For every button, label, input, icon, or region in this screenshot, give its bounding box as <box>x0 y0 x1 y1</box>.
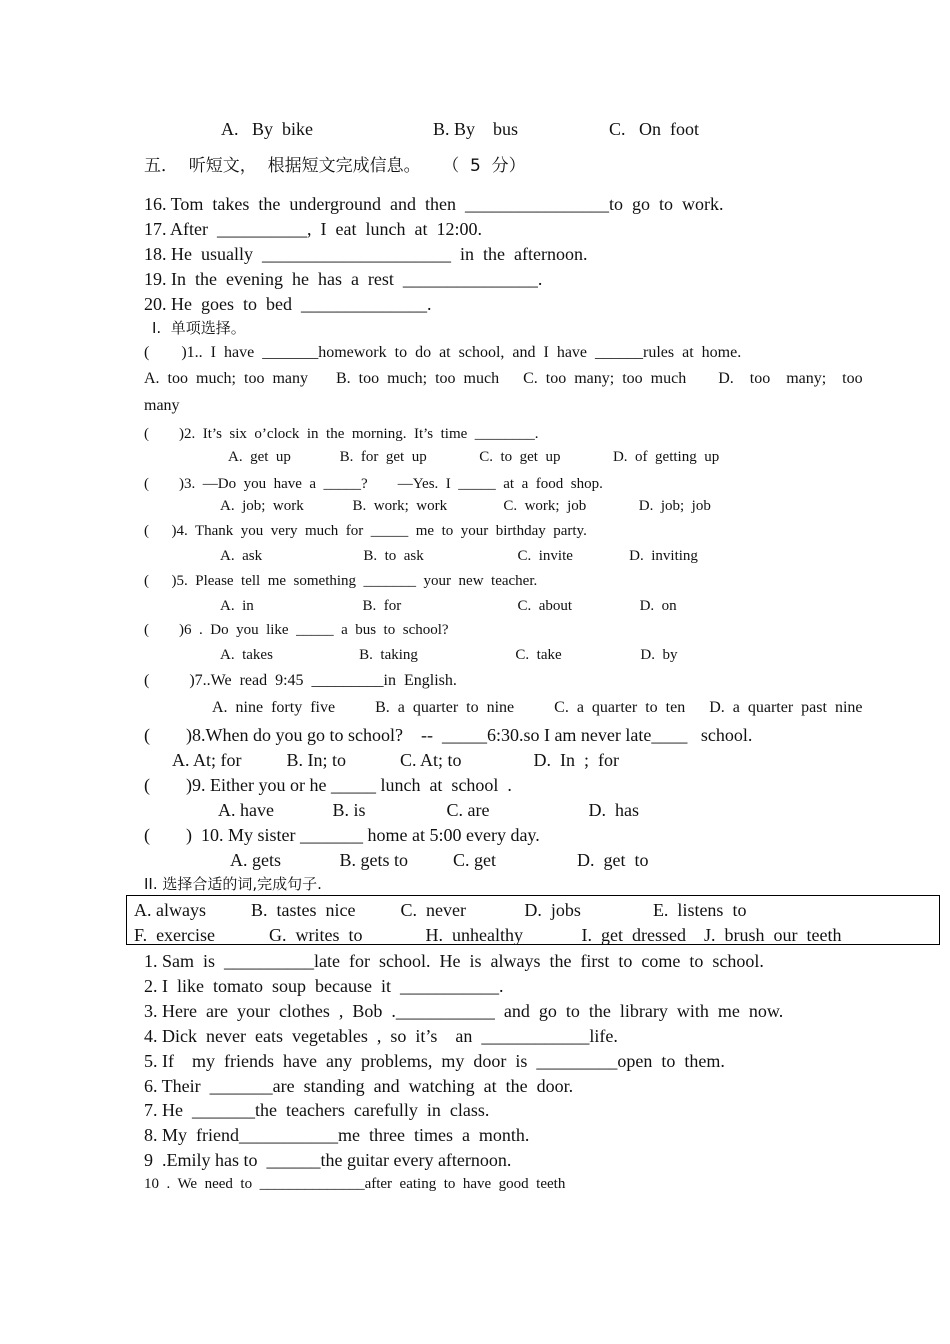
question-10-options: A. gets B. gets to C. get D. get to <box>230 850 649 870</box>
part2-title: II. 选择合适的词,完成句子. <box>144 875 322 893</box>
question-9: ( )9. Either you or he _____ lunch at school . <box>144 775 512 795</box>
question-8-options: A. At; for B. In; to C. At; to D. In ; for <box>172 750 619 770</box>
word-bank-row-2: F. exercise G. writes to H. unhealthy I. get dressed J. brush our teeth <box>134 925 842 945</box>
sentence-3: 3. Here are your clothes , Bob .___________ and go to the library with me now. <box>144 1001 784 1021</box>
sentence-10: 10 . We need to ______________after eating to have good teeth <box>144 1176 566 1192</box>
question-5: ( )5. Please tell me something _______ your new teacher. <box>144 573 538 589</box>
question-1: ( )1.. I have _______homework to do at school, and I have ______rules at home. <box>144 344 742 361</box>
question-2: ( )2. It’s six o’clock in the morning. It’s time ________. <box>144 426 539 442</box>
question-6: ( )6 . Do you like _____ a bus to school? <box>144 622 449 638</box>
question-9-options: A. have B. is C. are D. has <box>218 800 639 820</box>
section5-title: 五． 听短文， 根据短文完成信息。 （ 5 分） <box>144 156 526 176</box>
section5-item-19: 19. In the evening he has a rest _______________. <box>144 269 543 289</box>
question-1-options-cont: many <box>144 397 180 414</box>
question-5-options: A. in B. for C. about D. on <box>220 598 677 614</box>
question-3: ( )3. —Do you have a _____? —Yes. I _____ at a food shop. <box>144 476 603 492</box>
question-4-options: A. ask B. to ask C. invite D. inviting <box>220 548 698 564</box>
question-2-options: A. get up B. for get up C. to get up D. of getting up <box>228 449 720 465</box>
sentence-9: 9 .Emily has to ______the guitar every afternoon. <box>144 1150 512 1170</box>
question-1-options: A. too much; too many B. too much; too much C. too many; too much D. too many; too <box>144 370 863 387</box>
section5-item-20: 20. He goes to bed ______________. <box>144 294 432 314</box>
section5-item-16: 16. Tom takes the underground and then ________________to go to work. <box>144 194 724 214</box>
sentence-8: 8. My friend___________me three times a month. <box>144 1125 530 1145</box>
question-7-options: A. nine forty five B. a quarter to nine C. a quarter to ten D. a quarter past nine <box>212 699 863 716</box>
sentence-6: 6. Their _______are standing and watching at the door. <box>144 1076 574 1096</box>
word-bank-row-1: A. always B. tastes nice C. never D. jobs E. listens to <box>134 900 747 920</box>
question-3-options: A. job; work B. work; work C. work; job D. job; job <box>220 498 711 514</box>
option-c-on-foot: C. On foot <box>609 119 699 139</box>
option-a-by-bike: A. By bike <box>221 119 313 139</box>
question-6-options: A. takes B. taking C. take D. by <box>220 647 678 663</box>
sentence-4: 4. Dick never eats vegetables , so it’s an ____________life. <box>144 1026 618 1046</box>
sentence-2: 2. I like tomato soup because it ___________. <box>144 976 504 996</box>
section5-item-17: 17. After __________, I eat lunch at 12:00. <box>144 219 482 239</box>
question-8: ( )8.When do you go to school? -- _____6:30.so I am never late____ school. <box>144 725 753 745</box>
question-4: ( )4. Thank you very much for _____ me to your birthday party. <box>144 523 587 539</box>
section5-item-18: 18. He usually _____________________ in the afternoon. <box>144 244 588 264</box>
question-7: ( )7..We read 9:45 _________in English. <box>144 672 457 689</box>
sentence-7: 7. He _______the teachers carefully in class. <box>144 1100 490 1120</box>
question-10: ( ) 10. My sister _______ home at 5:00 every day. <box>144 825 540 845</box>
sentence-1: 1. Sam is __________late for school. He is always the first to come to school. <box>144 951 764 971</box>
part1-title: I. 单项选择。 <box>152 319 246 337</box>
option-b-by-bus: B. By bus <box>433 119 519 139</box>
sentence-5: 5. If my friends have any problems, my door is _________open to them. <box>144 1051 725 1071</box>
